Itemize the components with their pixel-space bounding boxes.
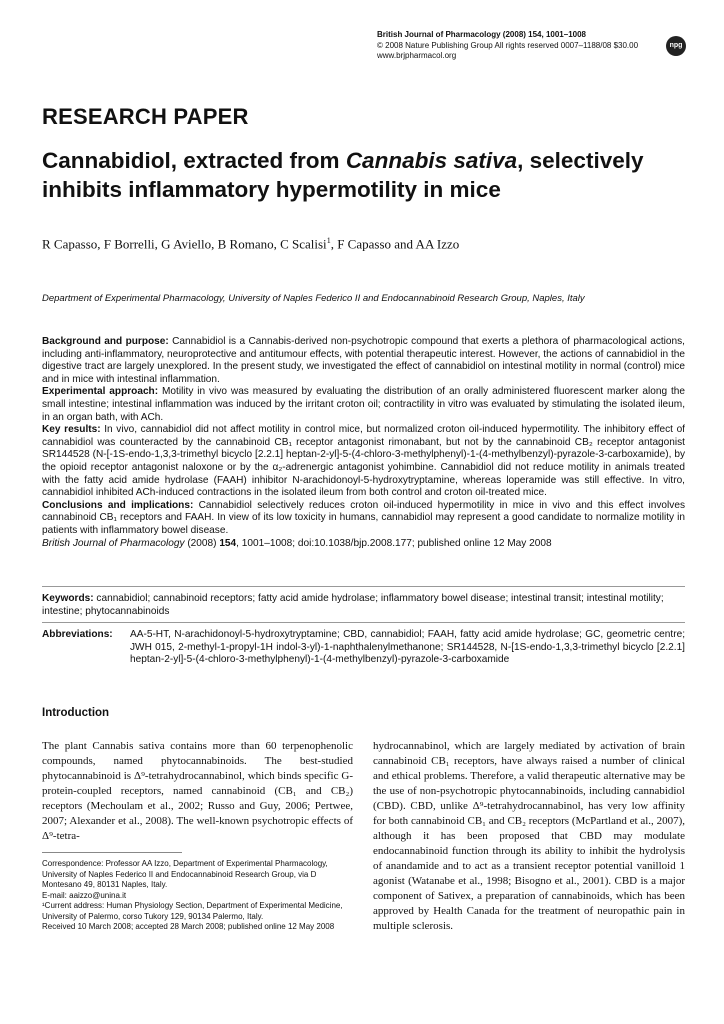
keywords [42, 593, 685, 618]
abstract-background [42, 336, 685, 386]
footnotes [42, 859, 353, 933]
correspondence: Correspondence: Professor AA Izzo, Department of Experimental Pharmacology, University of Naples Federico II and Endocannabinoid Research Group, via D Montesano 49, 80131 Naples, Italy. [42, 859, 328, 889]
abstract-results-head: Key results: [42, 424, 101, 436]
citation-journal: British Journal of Pharmacology [42, 537, 185, 549]
received-dates: Received 10 March 2008; accepted 28 March 2008; published online 12 May 2008 [42, 922, 335, 931]
abbreviations-text: AA-5-HT, N-arachidonoyl-5-hydroxytryptamine; CBD, cannabidiol; FAAH, fatty acid amide hydrolase; GC, geometric centre; JWH 015, 2-methyl-1-propyl-1H indol-3-yl)-1-naphthalenylmethanone; SR144528, N-[1S-endo-1,3,3-trimethyl bicyclo [2.2.1] heptan-2-yl]-5-(4-chloro-3-methylphenyl)-1-(4-methylbenzyl)-pyrazole-3-carboxamide [130, 629, 685, 666]
copyright-line: © 2008 Nature Publishing Group All rights reserved 0007–1188/08 $30.00 [377, 40, 639, 50]
email[interactable]: E-mail: aaizzo@unina.it [42, 890, 127, 900]
keywords-head: Keywords: [42, 593, 94, 604]
abstract-results-text: In vivo, cannabidiol did not affect motility in control mice, but normalized croton oil-induced hypermotility. The inhibitory effect of cannabidiol was counteracted by the cannabinoid CB₁ receptor antagonist rimonabant, but not by the cannabinoid CB₂ receptor antagonist SR144528 (N-[-1S-endo-1,3,3-trimethyl bicyclo [2.2.1] heptan-2-yl]-5-(4-chloro-3-methylphenyl)-1-(4-methylbenzyl)-pyrazole-3-carboxamide), by the opioid receptor antagonist naloxone or by the α₂-adrenergic antagonist yohimbine. Cannabidiol did not reduce motility in animals treated with the fatty acid amide hydrolase (FAAH) inhibitor N-arachidonoyl-5-hydroxytryptamine, whereas loperamide was still effective. In vitro, cannabidiol inhibited ACh-induced contractions in the isolated ileum from both control and croton oil-treated mice. [42, 424, 685, 499]
abstract-conclusions [42, 500, 685, 538]
footnote-divider [42, 852, 182, 853]
abstract-results [42, 424, 685, 500]
abstract-background-head: Background and purpose: [42, 336, 169, 347]
journal-citation: British Journal of Pharmacology (2008) 154, 1001–1008 [377, 30, 586, 39]
citation-rest-2: , 1001–1008; doi:10.1038/bjp.2008.177; published online 12 May 2008 [236, 537, 552, 549]
current-address: ¹Current address: Human Physiology Section, Department of Experimental Medicine, University of Palermo, corso Tukory 129, 90134 Palermo, Italy. [42, 901, 343, 921]
paper-type: RESEARCH PAPER [42, 104, 249, 129]
affiliation: Department of Experimental Pharmacology, University of Naples Federico II and Endocannabinoid Research Group, Naples, Italy [42, 293, 585, 304]
abstract-background-text: Cannabidiol is a Cannabis-derived non-psychotropic compound that exerts a plethora of pharmacological actions, including anti-inflammatory, neuroprotective and antitumour effects, with potential therapeutic interest. However, the actions of cannabidiol in the digestive tract are largely unexplored. In the present study, we investigated the effect of cannabidiol on intestinal motility in normal (control) mice and in mice with intestinal inflammation. [42, 336, 685, 385]
authors-before: R Capasso, F Borrelli, G Aviello, B Romano, C Scalisi [42, 236, 327, 252]
authors-sup: 1 [326, 236, 331, 245]
abstract-approach [42, 386, 685, 424]
title-italic: Cannabis sativa [345, 148, 518, 173]
section-heading: Introduction [42, 707, 110, 719]
body-column-right [373, 739, 685, 934]
paper-title [42, 146, 662, 204]
abbreviations-head: Abbreviations: [42, 629, 113, 640]
journal-url[interactable]: www.brjpharmacol.org [377, 51, 457, 60]
abstract-approach-head: Experimental approach: [42, 386, 159, 398]
abstract [42, 336, 685, 550]
journal-header [377, 30, 677, 62]
body-column-left [42, 739, 353, 844]
abstract-approach-text: Motility in vivo was measured by evaluating the distribution of an orally administered fluorescent marker along the small intestine; intestinal inflammation was induced by the irritant croton oil; contractility in vitro was evaluated by stimulating the isolated ileum, in an organ bath, with ACh. [42, 386, 685, 423]
title-part2: , selectively inhibits inflammatory hypermotility in mice [42, 148, 644, 202]
keywords-text: cannabidiol; cannabinoid receptors; fatty acid amide hydrolase; inflammatory bowel disease; intestinal transit; intestinal motility; intestine; phytocannabinoids [42, 593, 664, 617]
abstract-conclusions-text: Cannabidiol selectively reduces croton oil-induced hypermotility in mice in vivo and this effect involves cannabinoid CB₁ receptors and FAAH. In view of its low toxicity in humans, cannabidiol may represent a good candidate to normalize motility in patients with inflammatory bowel disease. [42, 499, 685, 536]
intro-paragraph-2: hydrocannabinol, which are largely mediated by activation of brain cannabinoid CB₁ receptors, have always raised a number of clinical and ethical problems. Therefore, a valid therapeutic alternative may be the use of non-psychotropic phytocannabinoids, including cannabidiol (CBD). CBD, unlike Δ⁹-tetrahydrocannabinol, has very low affinity for both cannabinoid CB₁ and CB₂ receptors (McPartland et al., 2007), although it has been proposed that CBD may modulate endocannabinoid function through its ability to inhibit the hydrolysis of anandamide and to act as a transient receptor potential vanilloid 1 agonist (Watanabe et al., 1998; Bisogno et al., 2001). CBD is a major component of Sativex, a preparation of cannabinoids, which has been approved by Health Canada for the treatment of neuropathic pain in multiple sclerosis. [373, 740, 685, 932]
citation-volume: 154 [219, 537, 237, 549]
citation-rest-1: (2008) [184, 537, 220, 549]
npg-logo: npg [666, 36, 686, 56]
abstract-citation [42, 538, 685, 551]
authors [42, 236, 459, 252]
abstract-conclusions-head: Conclusions and implications: [42, 499, 194, 511]
intro-paragraph-1: The plant Cannabis sativa contains more than 60 terpenophenolic compounds, named phytocannabinoids. The best-studied phytocannabinoid is Δ⁹-tetrahydrocannabinol, which binds specific G-protein-coupled receptors, named cannabinoid (CB₁ and CB₂) receptors (Mechoulam et al., 2002; Russo and Guy, 2006; Pertwee, 2007; Alexander et al., 2008). The well-known psychotropic effects of Δ⁹-tetra- [42, 740, 353, 842]
divider [42, 586, 685, 587]
title-part1: Cannabidiol, extracted from [42, 148, 346, 173]
divider [42, 622, 685, 623]
authors-after: , F Capasso and AA Izzo [330, 236, 460, 252]
abbreviations [42, 629, 685, 667]
